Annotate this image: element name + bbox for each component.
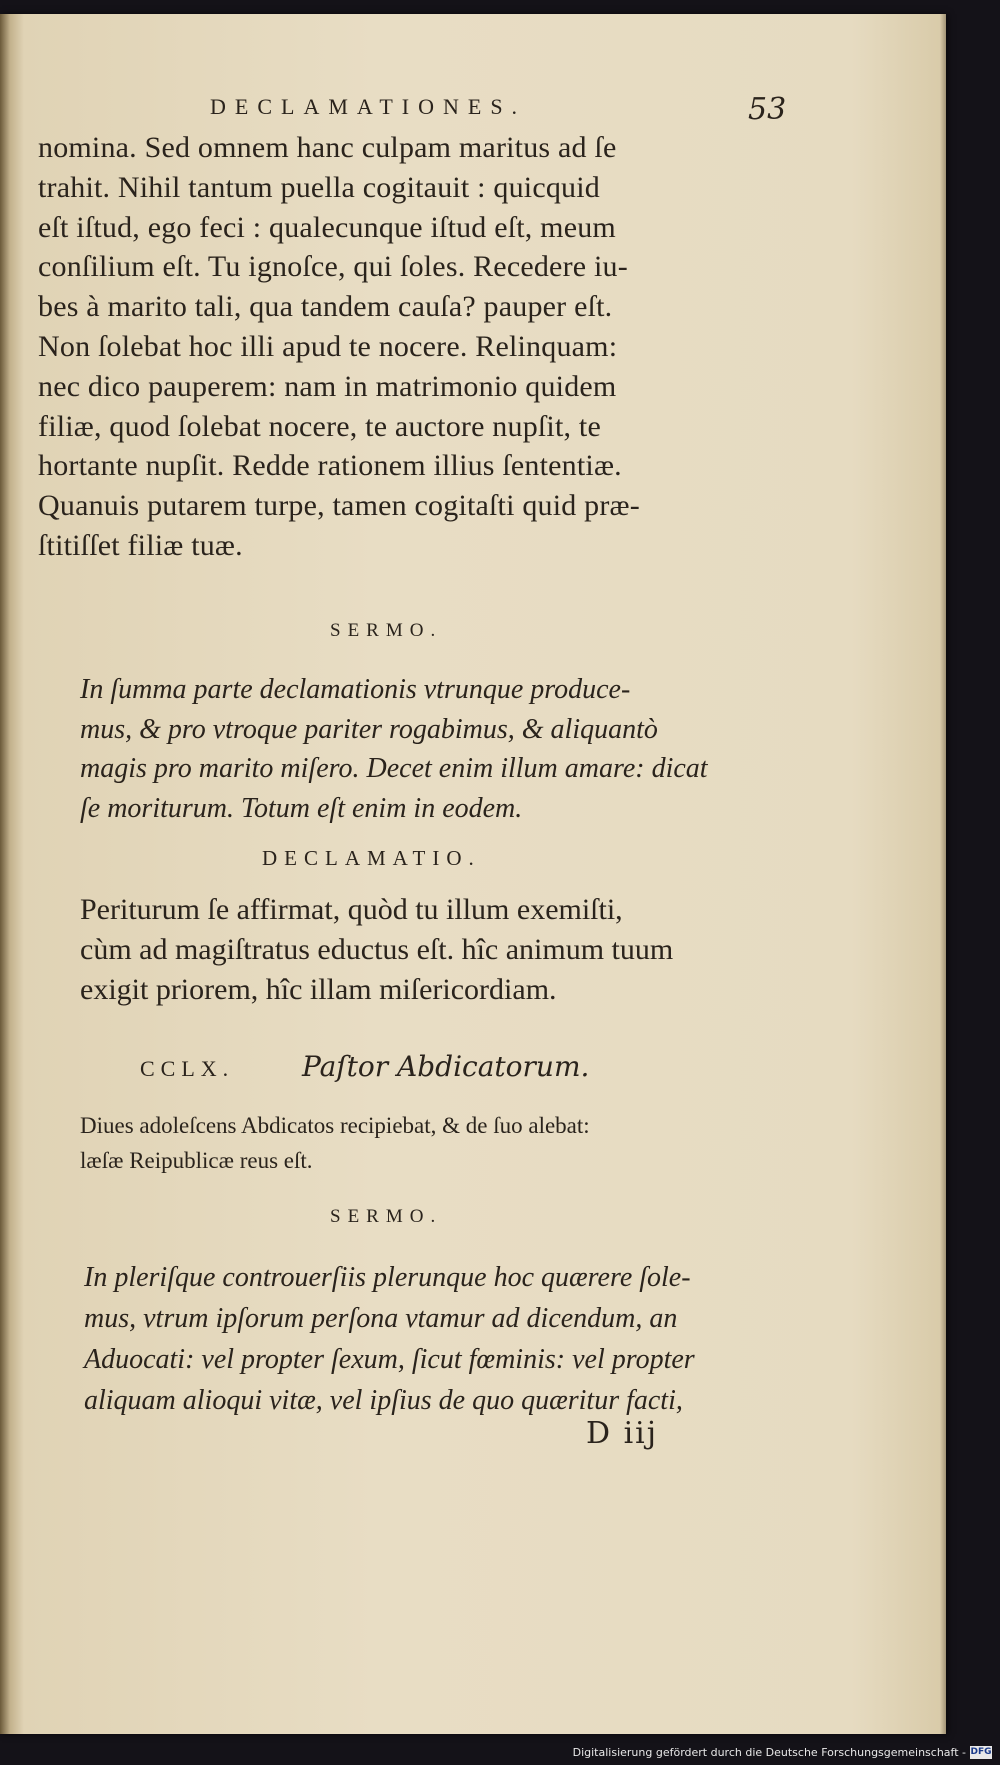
text-line: Aduocati: vel propter ſexum, ſicut fœminis: vel propter bbox=[84, 1344, 695, 1375]
text-line: Quanuis putarem turpe, tamen cogitaſti quid præ- bbox=[38, 489, 640, 523]
text-line: bes à marito tali, qua tandem cauſa? pauper eſt. bbox=[38, 290, 613, 324]
running-head: DECLAMATIONES. bbox=[210, 94, 527, 119]
credit-text: Digitalisierung gefördert durch die Deutsche Forschungsgemeinschaft - bbox=[572, 1746, 966, 1759]
text-line: cùm ad magiſtratus eductus eſt. hîc animum tuum bbox=[80, 933, 674, 966]
text-line: nec dico pauperem: nam in matrimonio quidem bbox=[38, 369, 617, 403]
declamatio-text bbox=[80, 890, 780, 1010]
dfg-logo-icon: DFG bbox=[970, 1747, 992, 1757]
text-line: exigit priorem, hîc illam miſericordiam. bbox=[80, 973, 557, 1006]
text-line: ſe moriturum. Totum eſt enim in eodem. bbox=[80, 792, 523, 824]
sermo-text bbox=[80, 670, 780, 828]
page-number: 53 bbox=[748, 92, 787, 127]
declamatio-heading: DECLAMATIO. bbox=[262, 846, 481, 870]
body-text bbox=[38, 128, 778, 566]
sermo-heading: SERMO. bbox=[330, 1206, 443, 1227]
digitization-credit bbox=[573, 1746, 992, 1759]
text-line: læſæ Reipublicæ reus eſt. bbox=[80, 1148, 313, 1173]
text-line: Periturum ſe affirmat, quòd tu illum exemiſti, bbox=[80, 893, 623, 926]
text-line: conſilium eſt. Tu ignoſce, qui ſoles. Recedere iu- bbox=[38, 250, 628, 284]
sermo-text bbox=[84, 1257, 784, 1421]
sermo-heading: SERMO. bbox=[330, 620, 443, 641]
text-line: nomina. Sed omnem hanc culpam maritus ad ſe bbox=[38, 131, 617, 164]
text-line: trahit. Nihil tantum puella cogitauit : quicquid bbox=[38, 170, 600, 204]
text-line: Diues adoleſcens Abdicatos recipiebat, & de ſuo alebat: bbox=[80, 1113, 590, 1138]
text-line: mus, vtrum ipſorum perſona vtamur ad dicendum, an bbox=[84, 1303, 678, 1334]
text-line: Non ſolebat hoc illi apud te nocere. Relinquam: bbox=[38, 329, 618, 363]
signature-mark: D iij bbox=[586, 1416, 659, 1451]
text-line: hortante nupſit. Redde rationem illius ſententiæ. bbox=[38, 449, 622, 483]
declamation-number: CCLX. bbox=[140, 1056, 235, 1081]
text-line: aliquam alioqui vitæ, vel ipſius de quo quæritur facti, bbox=[84, 1385, 683, 1416]
text-line: filiæ, quod ſolebat nocere, te auctore nupſit, te bbox=[38, 409, 601, 443]
declamation-title: Paſtor Abdicatorum. bbox=[302, 1050, 590, 1083]
text-line: mus, & pro vtroque pariter rogabimus, & aliquantò bbox=[80, 713, 658, 745]
text-line: In ſumma parte declamationis vtrunque produce- bbox=[80, 674, 631, 705]
text-line: eſt iſtud, ego feci : qualecunque iſtud eſt, meum bbox=[38, 210, 616, 244]
argument-text bbox=[80, 1108, 780, 1178]
text-line: ſtitiſſet filiæ tuæ. bbox=[38, 528, 243, 562]
book-page bbox=[0, 14, 946, 1734]
text-line: In pleriſque controuerſiis plerunque hoc quærere ſole- bbox=[84, 1262, 691, 1293]
text-line: magis pro marito miſero. Decet enim illum amare: dicat bbox=[80, 753, 708, 785]
